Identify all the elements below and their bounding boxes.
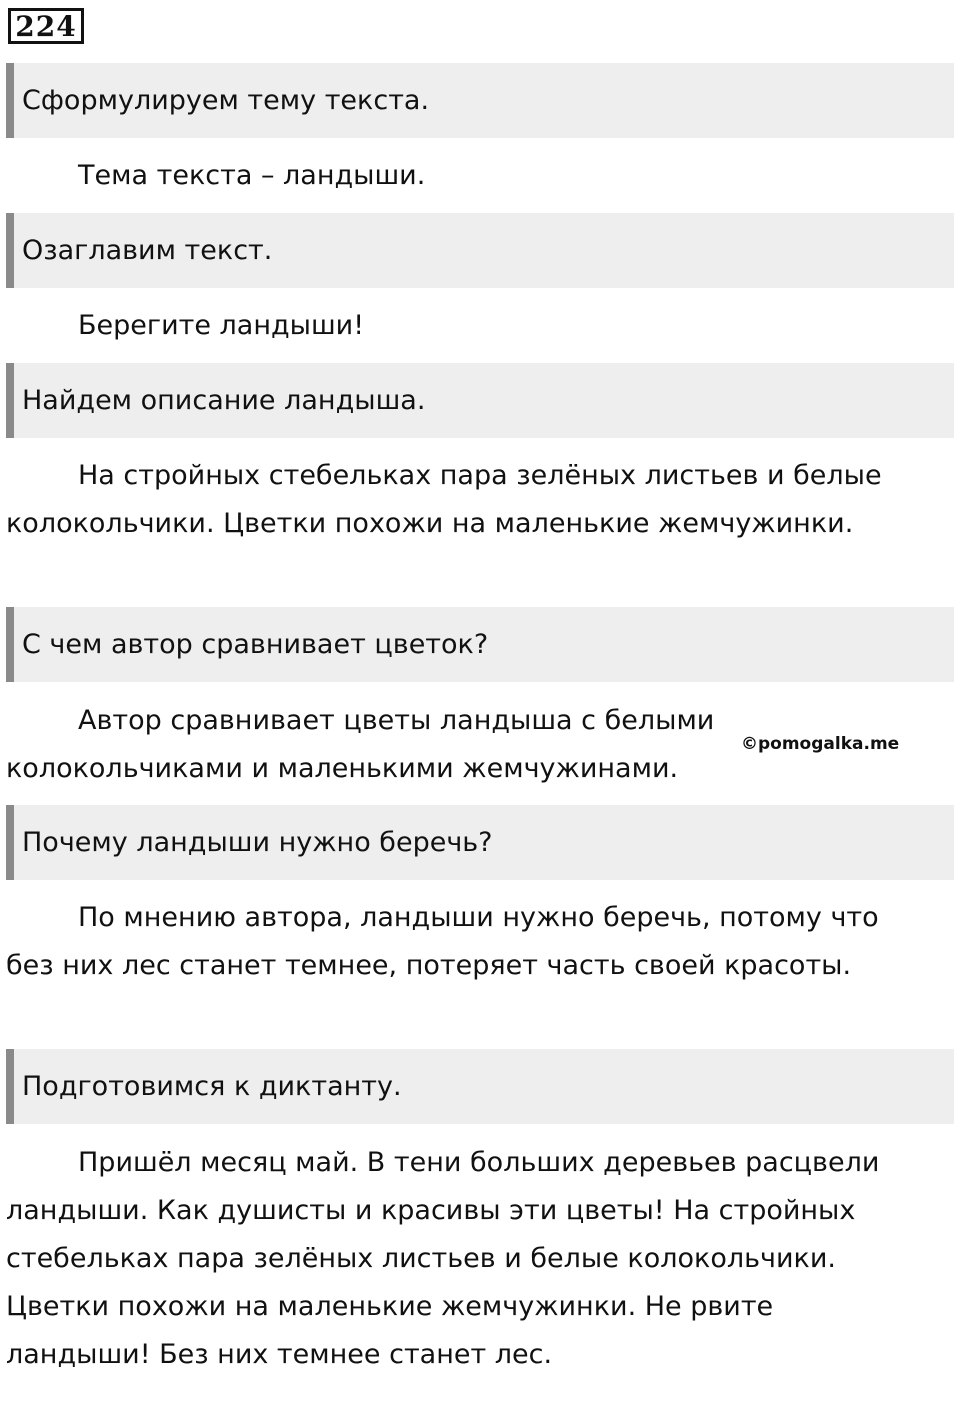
question-block: Почему ландыши нужно беречь? (6, 805, 954, 880)
answer-paragraph: Автор сравнивает цветы ландыша с белыми колокольчиками и маленькими жемчужинами. (6, 705, 715, 784)
question-block: Сформулируем тему текста. (6, 63, 954, 138)
watermark: ©pomogalka.me (741, 734, 900, 754)
dictation-paragraph: Пришёл месяц май. В тени больших деревьев расцвели ландыши. Как душисты и красивы эти цветы! На стройных стебельках пара зелёных листьев и белые колокольчики. Цветки похожи на маленькие жемчужинки. Не рвите ландыши! Без них темнее станет лес. (6, 1147, 880, 1370)
question-block: Найдем описание ландыша. (6, 363, 954, 438)
answer-paragraph: Тема текста – ландыши. (78, 160, 426, 191)
answer-paragraph: На стройных стебельках пара зелёных листьев и белые колокольчики. Цветки похожи на маленькие жемчужинки. (6, 460, 882, 539)
question-block: Подготовимся к диктанту. (6, 1049, 954, 1124)
answer-paragraph: По мнению автора, ландыши нужно беречь, потому что без них лес станет темнее, потеряет часть своей красоты. (6, 902, 879, 981)
task-number-badge: 224 (8, 8, 84, 44)
answer-paragraph: Берегите ландыши! (78, 310, 365, 341)
question-block: С чем автор сравнивает цветок? (6, 607, 954, 682)
question-block: Озаглавим текст. (6, 213, 954, 288)
